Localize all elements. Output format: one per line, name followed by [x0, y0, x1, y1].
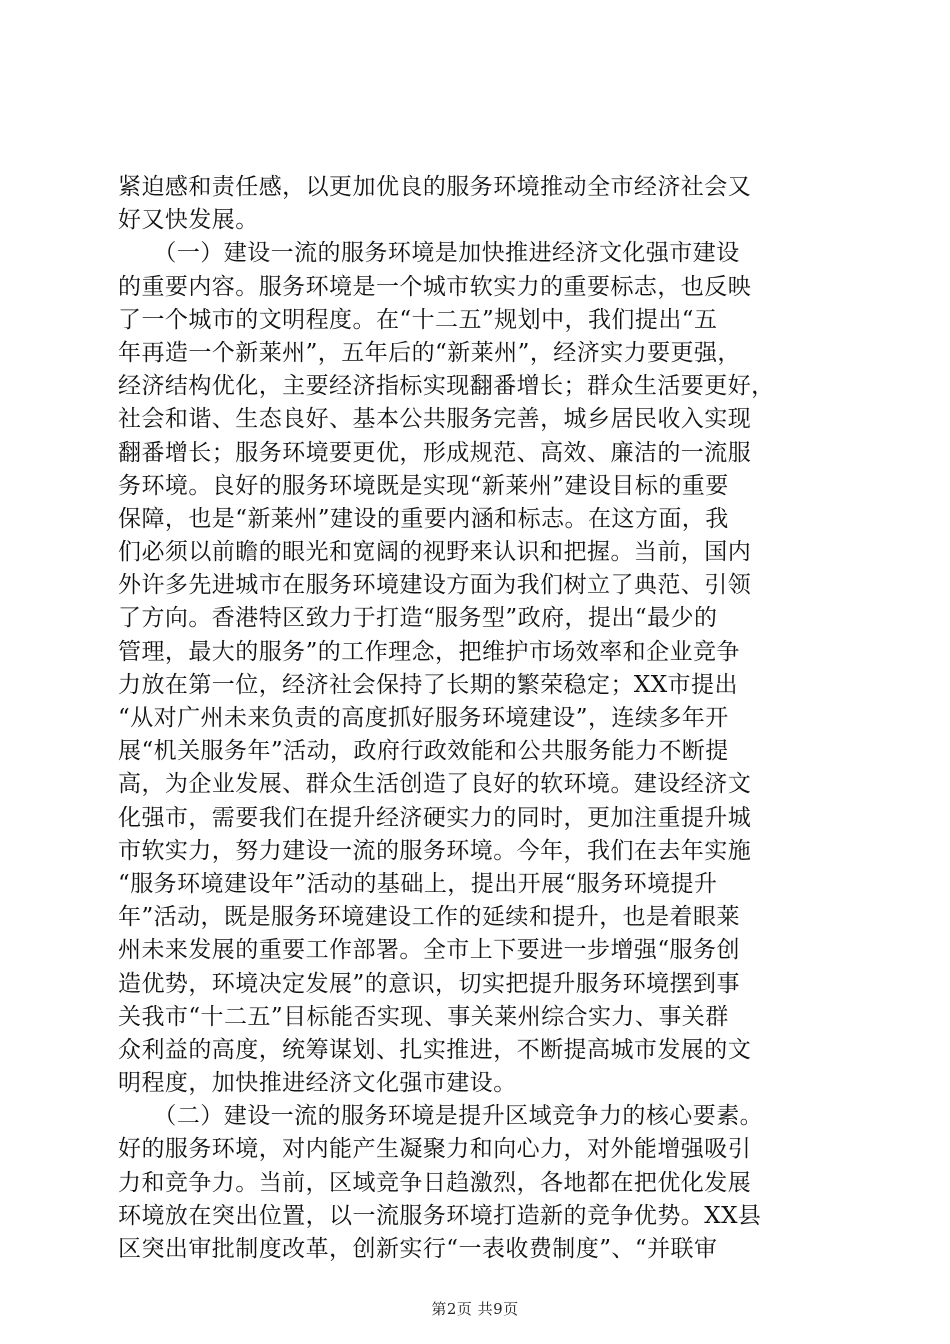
text-line: 社会和谐、生态良好、基本公共服务完善，城乡居民收入实现 — [118, 406, 752, 433]
text-line: 造优势，环境决定发展”的意识，切实把提升服务环境摆到事 — [118, 970, 740, 997]
text-line: “服务环境建设年”活动的基础上，提出开展“服务环境提升 — [118, 870, 718, 897]
text-line: 化强市，需要我们在提升经济硬实力的同时，更加注重提升城 — [118, 804, 752, 831]
text-line: 市软实力，努力建设一流的服务环境。今年，我们在去年实施 — [118, 837, 752, 864]
text-line: （一）建设一流的服务环境是加快推进经济文化强市建设 — [118, 240, 740, 267]
text-line: 明程度，加快推进经济文化强市建设。 — [118, 1070, 517, 1097]
text-line: 力和竞争力。当前，区域竞争日趋激烈，各地都在把优化发展 — [118, 1169, 752, 1196]
text-line: （二）建设一流的服务环境是提升区域竞争力的核心要素。 — [118, 1103, 764, 1130]
text-line: 年再造一个新莱州”，五年后的“新莱州”，经济实力要更强， — [118, 339, 741, 366]
text-line: 力放在第一位，经济社会保持了长期的繁荣稳定；XX市提出 — [118, 671, 738, 698]
text-line: 保障，也是“新莱州”建设的重要内涵和标志。在这方面，我 — [118, 505, 729, 532]
text-line: 紧迫感和责任感，以更加优良的服务环境推动全市经济社会又 — [118, 174, 752, 200]
text-line: “从对广州未来负责的高度抓好服务环境建设”，连续多年开 — [118, 705, 729, 731]
text-line: 们必须以前瞻的眼光和宽阔的视野来认识和把握。当前，国内 — [118, 539, 752, 566]
text-line: 高，为企业发展、群众生活创造了良好的软环境。建设经济文 — [118, 771, 752, 798]
text-line: 外许多先进城市在服务环境建设方面为我们树立了典范、引领 — [118, 572, 752, 599]
body-text — [118, 171, 848, 1266]
text-line: 年”活动，既是服务环境建设工作的延续和提升，也是着眼莱 — [118, 904, 740, 931]
text-line: 展“机关服务年”活动，政府行政效能和公共服务能力不断提 — [118, 738, 729, 765]
text-line: 务环境。良好的服务环境既是实现“新莱州”建设目标的重要 — [118, 472, 729, 499]
text-line: 州未来发展的重要工作部署。全市上下要进一步增强“服务创 — [118, 937, 740, 964]
text-line: 翻番增长；服务环境要更优，形成规范、高效、廉洁的一流服 — [118, 439, 752, 466]
text-line: 了一个城市的文明程度。在“十二五”规划中，我们提出“五 — [118, 306, 718, 333]
text-line: 管理，最大的服务”的工作理念，把维护市场效率和企业竞争 — [118, 638, 740, 665]
page-footer: 第2页 共9页 — [431, 1300, 519, 1318]
text-line: 经济结构优化，主要经济指标实现翻番增长；群众生活要更好， — [118, 373, 775, 400]
text-line: 区突出审批制度改革，创新实行“一表收费制度”、“并联审 — [118, 1236, 718, 1262]
text-line: 关我市“十二五”目标能否实现、事关莱州综合实力、事关群 — [118, 1003, 729, 1030]
text-line: 好又快发展。 — [118, 207, 259, 234]
text-line: 的重要内容。服务环境是一个城市软实力的重要标志，也反映 — [118, 273, 752, 300]
text-line: 了方向。香港特区致力于打造“服务型”政府，提出“最少的 — [118, 605, 718, 632]
text-line: 好的服务环境，对内能产生凝聚力和向心力，对外能增强吸引 — [118, 1136, 752, 1163]
text-line: 环境放在突出位置，以一流服务环境打造新的竞争优势。XX县 — [118, 1202, 762, 1229]
text-line: 众利益的高度，统筹谋划、扎实推进，不断提高城市发展的文 — [118, 1036, 752, 1063]
